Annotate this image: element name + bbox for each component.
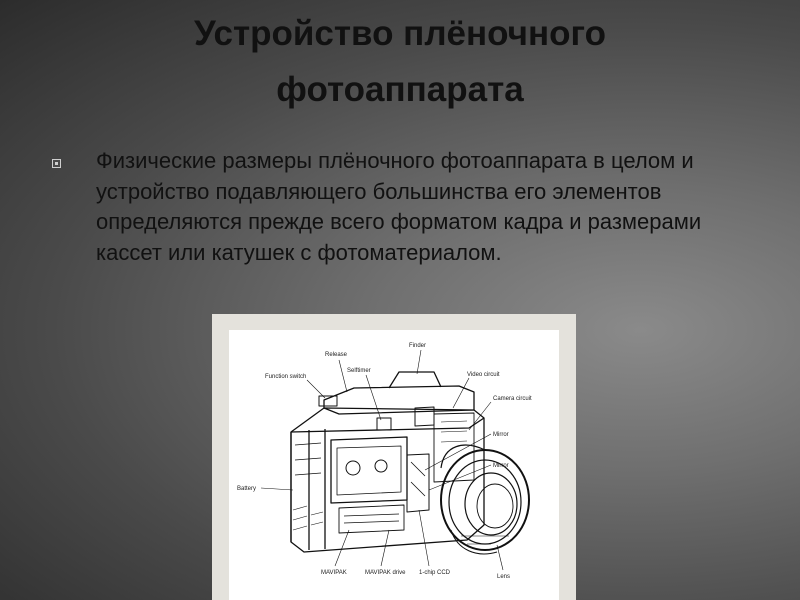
- label-battery: Battery: [237, 486, 257, 492]
- label-mirror-top: Mirror: [493, 432, 509, 438]
- label-mavipak: MAVIPAK: [321, 570, 347, 576]
- camera-drawing: [229, 330, 559, 600]
- label-selftimer: Selftimer: [347, 368, 371, 374]
- bullet-text: Физические размеры плёночного фотоаппарата в целом и устройство подавляющего большинства его элементов определяются прежде всего форматом кадра и размерами кассет или катушек с фотоматериалом.: [96, 148, 702, 265]
- label-finder: Finder: [409, 343, 427, 349]
- label-lens: Lens: [497, 574, 511, 580]
- label-mirror-bottom: Mirror: [493, 463, 509, 469]
- camera-diagram: [229, 330, 559, 600]
- label-mavipak-drive: MAVIPAK drive: [365, 570, 406, 576]
- slide-title: [90, 6, 710, 118]
- slide-title-line-1: Устройство плёночного: [193, 14, 607, 53]
- camera-diagram-frame: [212, 314, 576, 600]
- slide-title-line-2: фотоаппарата: [276, 70, 524, 109]
- label-camera-circuit: Camera circuit: [493, 396, 532, 402]
- label-release: Release: [325, 352, 348, 358]
- label-video-circuit: Video circuit: [467, 372, 500, 378]
- label-function-switch: Function switch: [265, 374, 307, 380]
- bullet-square-icon: [52, 159, 61, 168]
- label-1-chip-ccd: 1-chip CCD: [419, 570, 451, 576]
